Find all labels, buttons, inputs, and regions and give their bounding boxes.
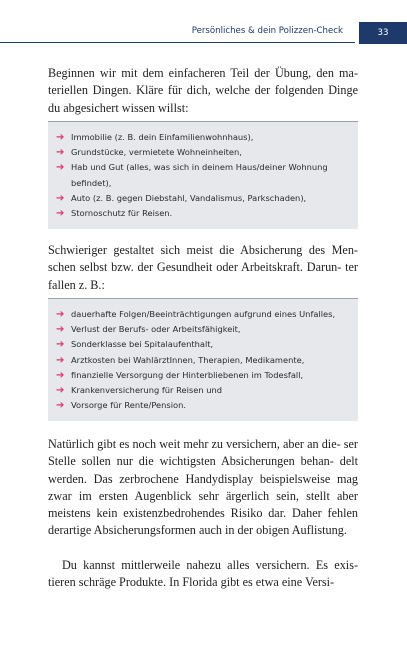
page-number: 33 (359, 22, 407, 44)
body2-line: Du kannst mittlerweile nahezu alles versichern. Es exis- (62, 558, 358, 572)
list-item: ➔ Sonderklasse bei Spitalaufenthalt, (56, 337, 350, 352)
arrow-right-icon: ➔ (56, 147, 65, 159)
body2-line: tieren schräge Produkte. In Florida gibt es etwa eine Versi- (48, 575, 335, 590)
intro2-line: schen selbst bzw. der Gesundheit oder Arbeitskraft. Darun- (48, 260, 342, 275)
list-item: ➔ Krankenversicherung für Reisen und (56, 383, 350, 398)
arrow-right-icon: ➔ (56, 192, 65, 204)
body1-line: ser Stelle sollen nur die wichtigsten Absicherungen behan- (48, 437, 358, 469)
list-item: ➔ finanzielle Versorgung der Hinterbliebenen im Todesfall, (56, 368, 350, 383)
body1-line: Auflistung. (291, 523, 347, 538)
body-paragraph-2 (48, 557, 358, 592)
running-header (0, 22, 355, 43)
body1-line: mag zwar im ersten Augenblick sehr ärgerlich sein, stellt (48, 471, 358, 503)
intro1-line: du abgesichert wissen willst: (48, 100, 189, 115)
arrow-right-icon: ➔ (56, 208, 65, 220)
list-item: ➔ Hab und Gut (alles, was sich in deinem Haus/deiner Wohnung befindet), (56, 162, 328, 188)
intro-paragraph-2 (48, 242, 358, 294)
body1-line: Natürlich gibt es noch weit mehr zu versichern, aber an die- (48, 437, 341, 451)
arrow-right-icon: ➔ (56, 324, 65, 336)
list-item: ➔ Arztkosten bei WahlärztInnen, Therapien, Medikamente, (56, 353, 350, 368)
intro1-line: teriellen Dingen. Kläre für dich, welche der folgenden Dinge (48, 83, 358, 98)
list-item: ➔ dauerhafte Folgen/Beeinträchtigungen aufgrund eines Unfalles, (56, 307, 350, 322)
arrow-right-icon: ➔ (56, 162, 65, 174)
list-item: ➔ Verlust der Berufs- oder Arbeitsfähigkeit, (56, 322, 350, 337)
list-item: ➔ Auto (z. B. gegen Diebstahl, Vandalismus, Parkschaden), (56, 191, 350, 206)
material-items-box (48, 121, 358, 229)
arrow-right-icon: ➔ (56, 385, 65, 397)
personal-items-box (48, 298, 358, 421)
arrow-right-icon: ➔ (56, 339, 65, 351)
arrow-right-icon: ➔ (56, 400, 65, 412)
intro2-line: Schwieriger gestaltet sich meist die Absicherung des Men- (48, 243, 358, 257)
intro1-line: Beginnen wir mit dem einfacheren Teil der Übung, den ma- (48, 66, 358, 80)
material-items-list (56, 130, 350, 221)
list-item: ➔ Immobilie (z. B. dein Einfamilienwohnhaus), (56, 130, 350, 145)
list-item: ➔ Grundstücke, vermietete Wohneinheiten, (56, 145, 350, 160)
list-item: ➔ Vorsorge für Rente/Pension. (56, 398, 350, 413)
list-item: ➔ Stornoschutz für Reisen. (56, 206, 350, 221)
arrow-right-icon: ➔ (56, 132, 65, 143)
body-paragraph-1 (48, 436, 358, 540)
body1-line: delt werden. Das zerbrochene Handydisplay beispielsweise (48, 454, 359, 486)
personal-items-list (56, 307, 350, 413)
body1-line: aber meistens kein existenzbedrohendes Risiko dar. Daher (48, 488, 358, 521)
header-title: Persönliches & dein Polizzen-Check (191, 26, 343, 36)
intro-paragraph-1 (48, 65, 358, 117)
body1-line: fehlen derartige Absicherungsformen auch in der obigen (48, 506, 358, 538)
arrow-right-icon: ➔ (56, 309, 65, 320)
arrow-right-icon: ➔ (56, 354, 65, 366)
arrow-right-icon: ➔ (56, 369, 65, 381)
intro2-line: ter fallen z. B.: (48, 260, 358, 292)
